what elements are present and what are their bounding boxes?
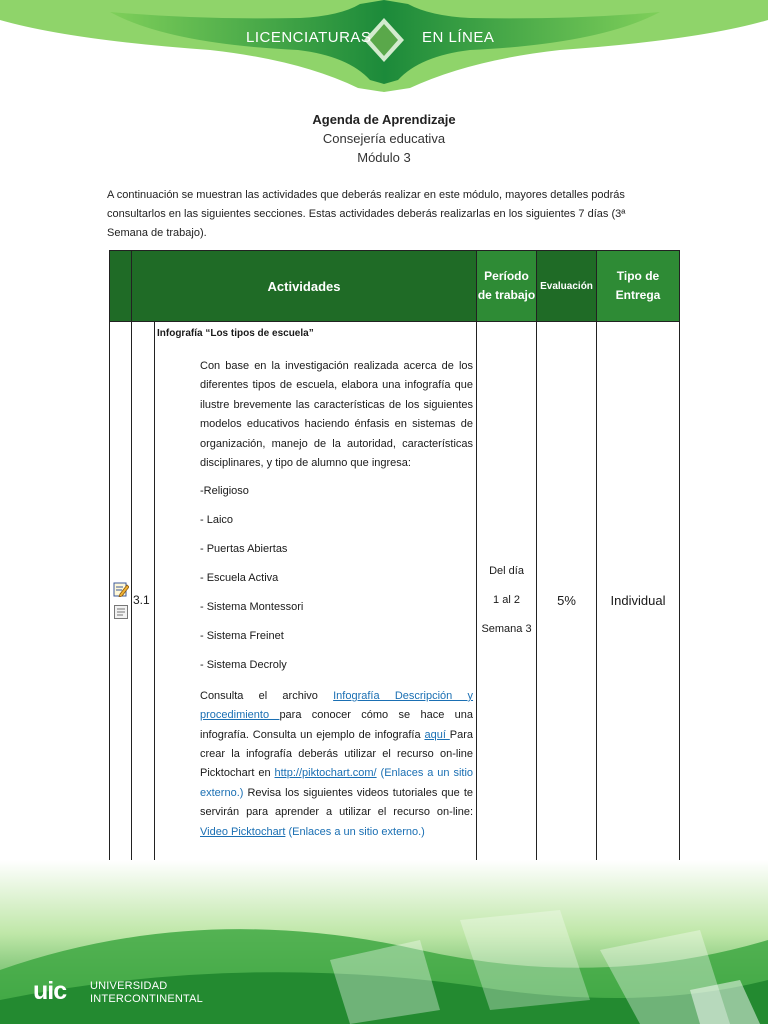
list-item: - Sistema Freinet (200, 630, 284, 643)
description-text: Con base en la investigación realizada acerca de los diferentes tipos de escuela, elabora una infografía que ilustre brevemente las características de los siguientes modelos educativos haciendo énfasis en sistemas de organización, manejo de la autoridad, características disciplinares, y tipo de alumno que ingresa: (200, 360, 474, 470)
edit-icon[interactable] (113, 581, 129, 597)
header-actividades: Actividades (132, 251, 477, 322)
header-blank-1 (110, 251, 132, 322)
activity-number: 3.1 (132, 322, 155, 879)
consulta-paragraph (200, 687, 473, 842)
periodo-line: Semana 3 (481, 622, 532, 635)
agenda-table (109, 250, 680, 879)
activity-content (155, 322, 477, 879)
piktochart-link[interactable]: http://piktochart.com/ (274, 767, 377, 780)
school-types-list (200, 482, 473, 675)
consulta-text-2: para conocer cómo se hace una infografía. Consulta un ejemplo de infografía (200, 709, 474, 741)
activity-title: Infografía “Los tipos de escuela” (157, 328, 314, 339)
icon-cell (110, 322, 132, 879)
periodo-line: Del día (489, 564, 524, 577)
logo-line-2: INTERCONTINENTAL (90, 993, 204, 1005)
banner-graphic (0, 0, 768, 92)
list-item: - Laico (200, 514, 234, 527)
header-banner (0, 0, 768, 92)
periodo-cell (477, 322, 537, 879)
video-link[interactable]: Video Picktochart (200, 825, 286, 838)
header-evaluacion: Evaluación (537, 251, 597, 322)
activity-description (200, 357, 473, 473)
module-title: Módulo 3 (357, 150, 411, 165)
logo-mark: uic (33, 977, 67, 1005)
table-header-row (110, 251, 680, 322)
list-item: -Religioso (200, 485, 249, 498)
subtitle: Consejería educativa (322, 131, 446, 146)
external-note-2: (Enlaces a un sitio externo.) (285, 825, 425, 838)
banner-right-text: EN LÍNEA (422, 29, 495, 46)
consulta-text (200, 687, 473, 842)
ejemplo-link[interactable]: aquí (424, 728, 450, 741)
list-item: - Sistema Montessori (200, 601, 304, 614)
list-item: - Escuela Activa (200, 572, 279, 585)
consulta-text-3: Para crear la infografía deberás utilizar el recurso on-line Picktochart en (200, 728, 474, 780)
external-note-1: (Enlaces a un sitio externo.) (200, 767, 474, 799)
table-row (110, 322, 680, 879)
header-tipo: Tipo de Entrega (597, 251, 680, 322)
consulta-text-1: Consulta el archivo (200, 689, 334, 702)
tipo-cell: Individual (597, 322, 680, 879)
main-title: Agenda de Aprendizaje (312, 112, 456, 127)
consulta-text-4: Revisa los siguientes videos tutoriales que te servirán para aprender a utilizar el recurso on-line: (200, 786, 474, 819)
periodo-line: 1 al 2 (493, 593, 520, 606)
list-item: - Puertas Abiertas (200, 543, 288, 556)
banner-left-text: LICENCIATURAS (246, 29, 372, 46)
header-periodo: Período de trabajo (477, 251, 537, 322)
document-icon[interactable] (114, 605, 128, 619)
infografia-link[interactable]: Infografía Descripción y procedimiento (200, 689, 474, 722)
list-item: - Sistema Decroly (200, 659, 287, 672)
evaluacion-cell: 5% (537, 322, 597, 879)
document-titles (0, 110, 768, 167)
intro-paragraph: A continuación se muestran las actividades que deberás realizar en este módulo, mayores detalles podrás consultarlos en las siguientes secciones. Estas actividades deberás realizarlas en los siguientes 7 días (3ª Semana de trabajo). (107, 189, 626, 239)
logo-line-1: UNIVERSIDAD (90, 980, 168, 992)
